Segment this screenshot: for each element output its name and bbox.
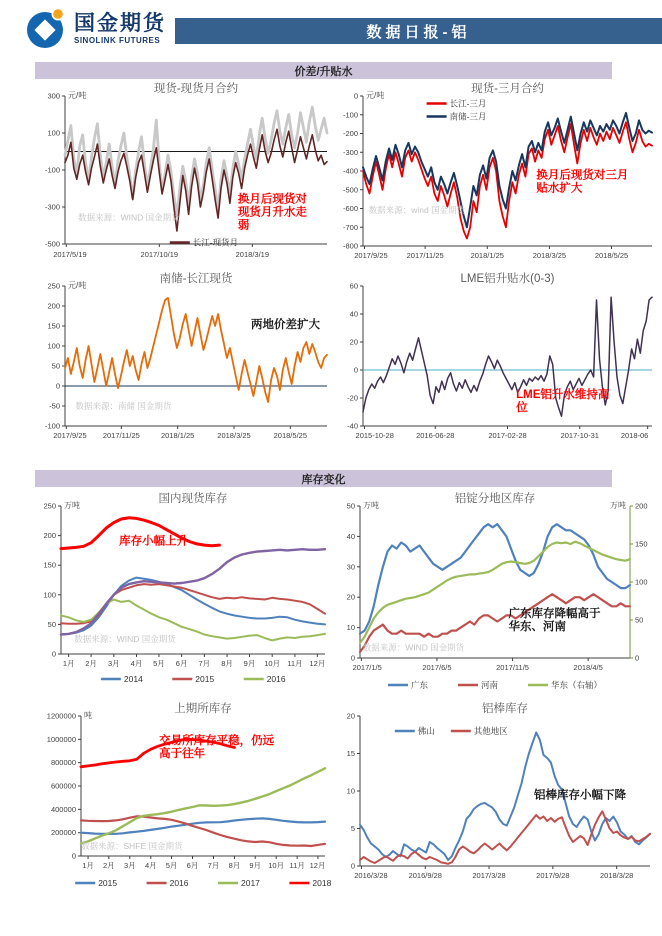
source-watermark: 数据来源：SHFE 国金期货 [81,841,183,851]
chart-shfe-inventory [35,700,333,900]
x-tick-label: 4月 [130,659,143,668]
y-tick-label: -500 [342,185,358,195]
x-tick-label: 2018/5/25 [273,431,308,440]
section-header-inventory [35,470,612,487]
legend-label: 2016 [266,674,286,684]
source-watermark: 数据来源：南储 国金期货 [75,401,172,412]
x-tick-label: 2016/3/28 [354,871,388,880]
legend-label: 河南 [481,680,499,690]
x-tick-label: 2017/9/25 [53,431,87,440]
y-tick-label: -300 [342,147,358,157]
chart-nanchu-minus-changjiang [35,272,333,452]
x-tick-label: 2017/11/5 [496,663,529,672]
y-tick-label: 150 [47,321,60,331]
x-tick-label: 2017/5/19 [53,250,87,259]
x-tick-label: 5月 [153,659,165,668]
x-tick-label: 2017/11/25 [406,251,444,260]
chart-spot-minus-spot-month-svg [35,80,333,272]
x-tick-label: 2月 [102,861,115,870]
y-tick-label: 0 [350,861,355,871]
y2-tick-label: 0 [635,653,640,663]
y-tick-label: 20 [349,337,358,347]
y-tick-label: 200 [43,531,56,541]
x-tick-label: 1月 [62,659,75,668]
chart-title: 现货-现货月合约 [153,83,239,95]
x-tick-label: 2018/3/25 [217,431,251,440]
x-tick-label: 2017/11/25 [102,431,140,440]
x-tick-label: 12月 [309,861,326,870]
y-tick-label: 5 [350,824,355,833]
section-label: 价差/升贴水 [294,65,353,78]
x-tick-label: 2017/9/25 [354,251,388,260]
x-tick-label: 4月 [144,861,157,870]
legend-label: 2014 [123,674,143,684]
legend-label: 佛山 [417,726,435,736]
chart-title: 国内现货库存 [158,493,228,505]
x-tick-label: 2017-10-31 [560,431,599,440]
legend-label: 其他地区 [473,726,508,736]
x-tick-label: 8月 [221,659,233,668]
y-tick-label: 250 [47,281,60,291]
y-tick-label: 10 [346,623,355,633]
y-tick-label: -800 [342,241,358,251]
x-tick-label: 2016-06-28 [416,431,455,440]
y-tick-label: -100 [44,165,60,175]
legend-label: 2015 [98,878,118,888]
y-tick-label: 40 [346,531,355,541]
y-tick-label: -40 [347,421,358,431]
report-title: 数据日报-铝 [366,23,471,41]
series-line [81,768,325,843]
y-tick-label: -20 [347,393,358,403]
chart-title: 铝锭分地区库存 [454,493,536,505]
y-tick-label: 0 [55,381,60,391]
x-tick-label: 5月 [165,861,178,870]
y-tick-label: 300 [47,91,60,101]
chart-aluminum-bar-inventory-svg [336,700,662,896]
x-tick-label: 2018/3/19 [235,250,270,259]
x-tick-label: 2018/4/5 [573,663,603,672]
series-line [61,578,325,635]
x-tick-label: 8月 [228,861,241,870]
y-tick-label: 0 [350,653,355,663]
chart-aluminum-bar-inventory [336,700,662,896]
section-header-spread [35,62,612,79]
chart-title: 南储-长江现货 [159,273,233,285]
legend-label: 2017 [241,878,260,888]
report-title-bar [175,18,662,44]
y-tick-label: 200000 [50,828,76,838]
chart-lme-cash-3m-svg [336,272,662,452]
series-line [360,542,630,643]
y-tick-label: 20 [346,592,355,602]
source-watermark: 数据来源：WIND 国金期货 [78,212,180,223]
chart-spot-minus-three-month [336,80,662,272]
y-tick-label: 30 [346,562,355,572]
annotation: 换月后现货对三月贴水扩大 [536,169,629,195]
y-tick-label: 40 [349,309,358,319]
y-tick-label: 0 [51,649,56,659]
chart-nanchu-minus-changjiang-svg [35,272,333,452]
chart-title: 铝棒库存 [482,703,528,715]
x-tick-label: 2016/9/28 [408,871,442,880]
x-tick-label: 7月 [207,861,220,870]
x-tick-label: 1月 [82,861,94,870]
x-tick-label: 2018/1/25 [470,251,504,260]
right-axis-unit: 万吨 [610,501,626,510]
y-tick-label: 50 [47,619,56,629]
y-tick-label: -200 [342,129,358,138]
y-tick-label: -100 [342,110,358,120]
x-tick-label: 2018/3/28 [599,871,634,880]
x-tick-label: 2017/1/5 [352,663,382,672]
legend-label: 南储-三月 [449,111,487,122]
x-tick-label: 2017/3/28 [472,871,506,880]
y-tick-label: 50 [346,501,355,511]
y-tick-label: 1000000 [46,734,76,744]
x-tick-label: 2015-10-28 [355,431,394,440]
y-tick-label: 200 [47,301,60,311]
x-tick-label: 6月 [186,861,199,870]
y-tick-label: 20 [346,711,355,721]
y-tick-label: 600000 [50,781,76,791]
y-tick-label: 1200000 [46,711,76,721]
annotation: 两地价差扩大 [251,319,321,331]
axis-unit: 万吨 [363,501,379,510]
axis-unit: 万吨 [64,501,80,510]
annotation: LME铝升水维持高位 [516,389,610,414]
axis-unit: 元/吨 [68,91,87,100]
section-label: 库存变化 [301,473,346,486]
chart-domestic-spot-inventory [35,490,333,696]
chart-title: 上期所库存 [174,703,232,715]
chart-title: LME铝升贴水(0-3) [460,273,555,285]
x-tick-label: 10月 [268,861,285,870]
y-tick-label: -100 [44,421,60,431]
x-tick-label: 9月 [243,659,256,668]
y2-tick-label: 200 [635,501,648,511]
y-tick-label: 400000 [50,804,76,814]
logo-title: 国金期货 [74,12,166,35]
y-tick-label: 150 [43,560,56,570]
logo-subtitle: SINOLINK FUTURES [74,36,161,45]
x-tick-label: 2018/5/25 [594,251,629,260]
y-tick-label: 0 [353,91,358,101]
series-line [360,811,650,864]
x-tick-label: 7月 [198,659,211,668]
legend-label: 2015 [195,674,215,684]
chart-lme-cash-3m [336,272,662,452]
y2-tick-label: 150 [635,539,648,549]
y-tick-label: 10 [346,786,355,796]
x-tick-label: 2017/6/5 [422,663,452,672]
y-tick-label: 60 [349,281,358,291]
y2-tick-label: 50 [635,615,644,625]
x-tick-label: 12月 [309,659,326,668]
legend-label: 长江-三月 [449,98,487,109]
x-tick-label: 2月 [85,659,97,668]
x-tick-label: 11月 [289,861,305,870]
y-tick-label: 15 [346,749,355,758]
y-tick-label: 0 [353,365,358,375]
chart-spot-minus-spot-month [35,80,333,272]
x-tick-label: 2018/3/25 [532,251,567,260]
annotation: 广东库存降幅高于华东、河南 [508,607,601,633]
y-tick-label: -700 [342,222,358,232]
y-tick-label: 50 [51,361,60,371]
x-tick-label: 6月 [175,659,188,668]
y-tick-label: -500 [44,239,60,249]
chart-ingot-regional-inventory [336,490,662,702]
legend-label: 广东 [411,680,429,690]
annotation: 换月后现货对现货月升水走弱 [237,193,307,232]
legend-label: 长江-现货月 [192,237,239,248]
legend-label: 华东（右轴） [551,680,603,690]
source-watermark: 数据来源：WIND 国金期货 [362,642,465,653]
chart-title: 现货-三月合约 [471,83,544,95]
y-tick-label: -300 [44,202,60,212]
legend-label: 2016 [169,878,189,888]
axis-unit: 元/吨 [366,91,385,100]
x-tick-label: 3月 [107,659,120,668]
x-tick-label: 2017/9/28 [536,871,570,880]
x-tick-label: 9月 [249,861,262,870]
y-tick-label: -50 [49,401,60,411]
axis-unit: 吨 [84,711,92,720]
y-tick-label: -600 [342,204,358,213]
x-tick-label: 2018/1/25 [160,431,195,440]
annotation: 交易所库存平稳，仍远高于往年 [159,735,275,760]
y2-tick-label: 100 [635,577,648,587]
x-tick-label: 2018-06 [620,431,649,440]
chart-shfe-inventory-svg [35,700,333,900]
y-tick-label: 0 [71,851,76,861]
x-tick-label: 3月 [123,861,136,870]
source-watermark: 数据来源：wind 国金期货 [368,205,466,215]
chart-ingot-regional-inventory-svg [336,490,662,702]
y-tick-label: -400 [342,166,358,176]
y-tick-label: 100 [47,341,60,351]
axis-lines [360,506,630,658]
x-tick-label: 2017-02-28 [488,431,527,440]
sinolink-logo [24,5,174,53]
chart-spot-minus-three-month-svg [336,80,662,272]
y-tick-label: 100 [47,128,60,138]
source-watermark: 数据来源：WIND 国金期货 [74,634,176,645]
axis-unit: 元/吨 [68,281,87,290]
x-tick-label: 10月 [264,659,281,668]
annotation: 铝棒库存小幅下降 [534,789,626,802]
legend-label: 2018 [312,878,332,888]
y-tick-label: 800000 [50,758,76,768]
annotation: 库存小幅上升 [119,535,189,548]
y-tick-label: 250 [43,501,56,511]
x-tick-label: 11月 [287,659,303,668]
x-tick-label: 2017/10/19 [140,250,179,259]
y-tick-label: 100 [43,590,56,600]
chart-domestic-spot-inventory-svg [35,490,333,696]
sinolink-logo-icon [24,3,68,56]
